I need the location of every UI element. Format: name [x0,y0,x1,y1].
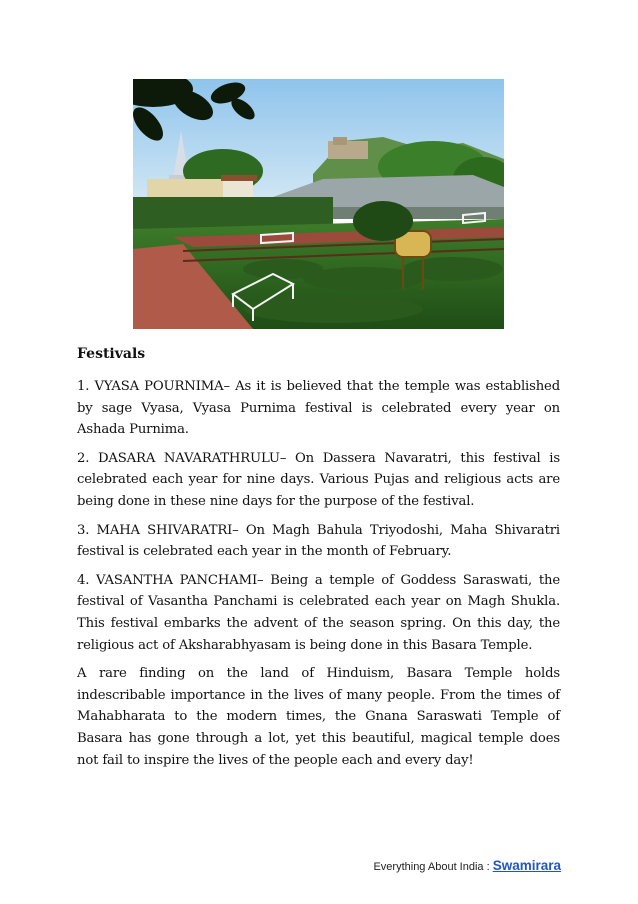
swamirara-link[interactable]: Swamirara [492,858,561,873]
footer-text: Everything About India : [373,861,493,873]
festival-vasantha-panchami: 4. VASANTHA PANCHAMI– Being a temple of Goddess Saraswati, the festival of Vasantha Panchami is celebrated each year on Magh Shukla. This festival embarks the advent of the season spring. On this day, the religious act of Aksharabhyasam is being done in this Basara Temple. [77,572,560,653]
temple-garden-photo [133,79,504,329]
section-heading: Festivals [77,346,146,362]
page-footer [373,858,561,873]
festival-maha-shivaratri: 3. MAHA SHIVARATRI– On Magh Bahula Triyodoshi, Maha Shivaratri festival is celebrated each year in the month of February. [77,522,560,560]
article-body [77,344,560,778]
festival-dasara-navarathrulu: 2. DASARA NAVARATHRULU– On Dassera Navaratri, this festival is celebrated each year for nine days. Various Pujas and religious acts are being done in these nine days for the purpose of the festival. [77,450,560,509]
closing-paragraph: A rare finding on the land of Hinduism, Basara Temple holds indescribable importance in the lives of many people. From the times of Mahabharata to the modern times, the Gnana Saraswati Temple of Basara has gone through a lot, yet this beautiful, magical temple does not fail to inspire the lives of the people each and every day! [77,666,560,768]
festival-vyasa-pournima: 1. VYASA POURNIMA– As it is believed that the temple was established by sage Vyasa, Vyasa Purnima festival is celebrated every year on Ashada Purnima. [77,379,560,438]
